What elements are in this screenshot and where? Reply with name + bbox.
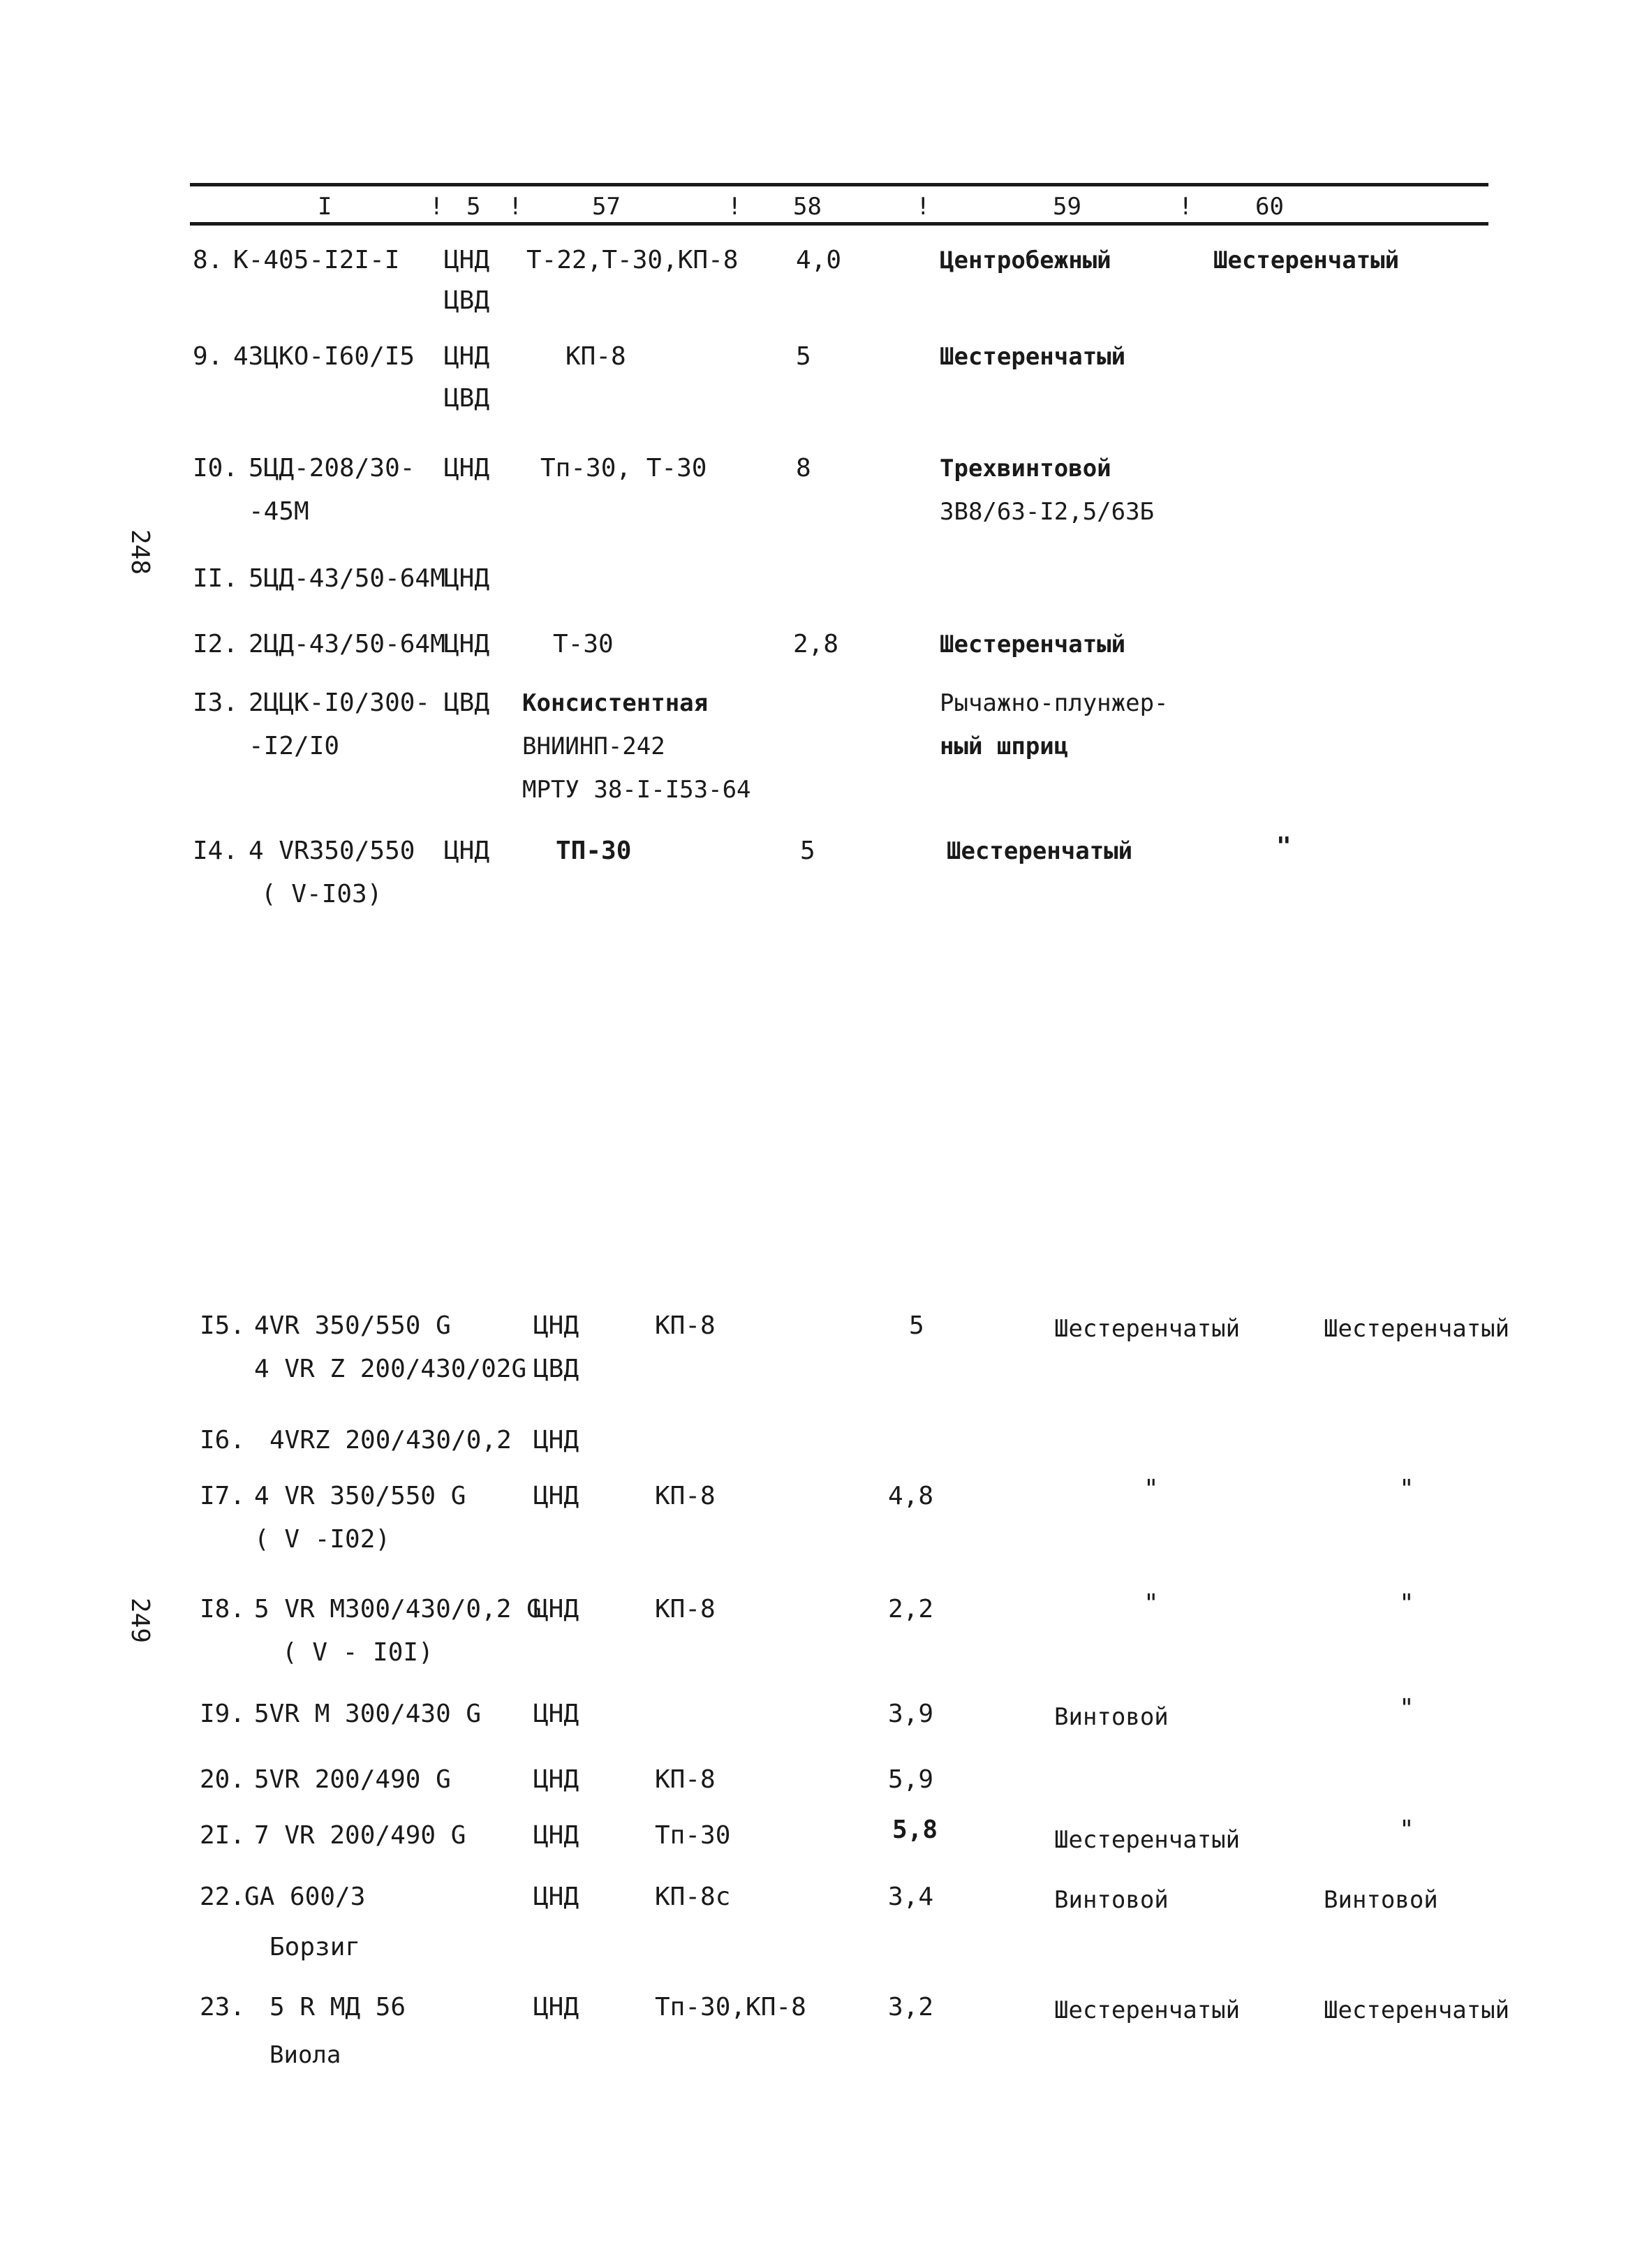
oil-grade: КП-8 [565,342,626,371]
row-number: I8. [200,1595,246,1623]
pump-type: Шестеренчатый [947,837,1133,865]
cylinder-type: ЦНД [444,342,490,371]
turbine-name: ( V-I03) [261,880,383,908]
cylinder-type: ЦНД [444,630,490,658]
turbine-name: 5ЦД-43/50-64М [249,564,445,593]
oil-grade: ВНИИНП-242 [522,732,665,760]
value-58: 4,8 [888,1482,934,1510]
turbine-name: Виола [269,2041,341,2069]
header-col-1: I [318,193,332,221]
cylinder-type: ЦНД [533,1993,579,2022]
cylinder-type: ЦНД [533,1482,579,1510]
pump-type: Шестеренчатый [1054,1315,1241,1343]
cylinder-type: ЦВД [444,688,490,717]
turbine-name: ( V -I02) [254,1525,391,1554]
value-58: 5,9 [888,1765,934,1794]
turbine-name: 7 VR 200/490 G [254,1821,466,1850]
turbine-name: 5VR 200/490 G [254,1765,451,1794]
header-col-5: 5 [466,193,481,221]
value-58: 5 [800,837,815,865]
row-number: 22. [200,1883,246,1911]
header-col-58: 58 [793,193,822,221]
header-separator: ! [1178,193,1193,221]
pump-type: Рычажно-плунжер- [940,689,1169,717]
value-58: 5 [796,342,811,371]
turbine-name: 5 VR М300/430/0,2 G [254,1595,542,1623]
turbine-name: К-405-I2I-I [233,246,400,274]
oil-grade: Т-22,Т-30,КП-8 [526,246,739,274]
cylinder-type: ЦНД [533,1821,579,1850]
cylinder-type: ЦВД [444,286,490,315]
turbine-name: 2ЦД-43/50-64М [249,630,445,658]
turbine-name: ( V - I0I) [282,1638,434,1667]
pump-type: ный шприц [940,732,1069,760]
oil-grade: КП-8 [655,1482,716,1510]
oil-grade: МРТУ 38-I-I53-64 [522,776,751,804]
value-58: 2,8 [793,630,839,658]
oil-grade: КП-8 [655,1595,716,1623]
turbine-name: -I2/I0 [249,732,340,760]
row-number: I5. [200,1311,246,1340]
row-number: I3. [193,688,239,717]
cylinder-type: ЦНД [533,1765,579,1794]
pump-type: Шестеренчатый [940,631,1126,658]
turbine-name: 4VRZ 200/430/0,2 [269,1426,512,1455]
header-col-57: 57 [592,193,621,221]
oil-grade: ТП-30 [556,837,632,865]
col-60-value: Винтовой [1324,1886,1438,1914]
ditto-mark: " [1399,1816,1414,1844]
row-number: 23. [200,1993,246,2022]
row-number: 9. [193,342,223,371]
oil-grade: Тп-30, Т-30 [540,454,707,483]
row-number: I9. [200,1700,246,1728]
row-number: II. [193,564,239,593]
ditto-mark: " [1399,1589,1414,1618]
header-col-59: 59 [1053,193,1081,221]
cylinder-type: ЦНД [533,1426,579,1455]
pump-type: Винтовой [1054,1703,1169,1731]
cylinder-type: ЦВД [444,384,490,413]
header-separator: ! [916,193,931,221]
turbine-name: 4 VR Z 200/430/02G [254,1355,527,1383]
turbine-name: 43ЦКО-I60/I5 [233,342,415,371]
row-number: I0. [193,454,239,483]
oil-grade: КП-8 [655,1765,716,1794]
cylinder-type: ЦНД [533,1883,579,1911]
row-number: 20. [200,1765,246,1794]
turbine-name: 4 VR350/550 [249,837,415,865]
cylinder-type: ЦНД [444,454,490,483]
row-number: 2I. [200,1821,246,1850]
cylinder-type: ЦВД [533,1355,579,1383]
cylinder-type: ЦНД [533,1700,579,1728]
col-60-value: Шестеренчатый [1324,1996,1510,2024]
ditto-mark: " [1144,1589,1159,1618]
header-top-rule [190,183,1488,186]
row-number: I2. [193,630,239,658]
pump-type: Трехвинтовой [940,455,1111,483]
col-60-value: Шестеренчатый [1324,1315,1510,1343]
turbine-name: 4VR 350/550 G [254,1311,451,1340]
ditto-mark: " [1399,1694,1414,1723]
turbine-name: 5VR М 300/430 G [254,1700,482,1728]
header-separator: ! [429,193,444,221]
oil-grade: КП-8с [655,1883,731,1911]
cylinder-type: ЦНД [444,246,490,274]
value-58: 3,2 [888,1993,934,2022]
pump-type: Шестеренчатый [1054,1996,1241,2024]
value-58: 5,8 [892,1816,938,1844]
turbine-name: 5 R МД 56 [269,1993,406,2022]
row-number: I7. [200,1482,246,1510]
value-58: 3,4 [888,1883,934,1911]
page-number-lower: 249 [126,1597,155,1644]
turbine-name: 2ЦЦК-I0/300- [249,688,431,717]
row-number: I4. [193,837,239,865]
turbine-name: 5ЦД-208/30- [249,454,415,483]
page-number-upper: 248 [126,529,155,575]
row-number: 8. [193,246,223,274]
value-58: 2,2 [888,1595,934,1623]
oil-grade: Тп-30 [655,1821,731,1850]
pump-type: 3В8/63-I2,5/63Б [940,498,1155,526]
col-60-value: Шестеренчатый [1213,246,1400,274]
turbine-name: 4 VR 350/550 G [254,1482,466,1510]
header-col-60: 60 [1255,193,1284,221]
header-bottom-rule [190,222,1488,226]
value-58: 8 [796,454,811,483]
pump-type: Винтовой [1054,1886,1169,1914]
oil-grade: Т-30 [553,630,614,658]
value-58: 5 [909,1311,924,1340]
turbine-name: Борзиг [269,1933,361,1961]
value-58: 4,0 [796,246,842,274]
turbine-name: GA 600/3 [244,1883,366,1911]
cylinder-type: ЦНД [533,1311,579,1340]
oil-grade: Тп-30,КП-8 [655,1993,806,2022]
oil-grade: КП-8 [655,1311,716,1340]
cylinder-type: ЦНД [444,837,490,865]
ditto-mark: " [1399,1475,1414,1503]
pump-type: Центробежный [940,246,1111,274]
value-58: 3,9 [888,1700,934,1728]
cylinder-type: ЦНД [533,1595,579,1623]
pump-type: Шестеренчатый [940,343,1126,371]
oil-grade: Консистентная [522,689,709,717]
header-separator: ! [727,193,742,221]
ditto-mark: " [1144,1475,1159,1503]
pump-type: Шестеренчатый [1054,1826,1241,1854]
col-60-value: " [1276,832,1292,861]
turbine-name: -45М [249,497,309,526]
cylinder-type: ЦНД [444,564,490,593]
header-separator: ! [508,193,523,221]
row-number: I6. [200,1426,246,1455]
